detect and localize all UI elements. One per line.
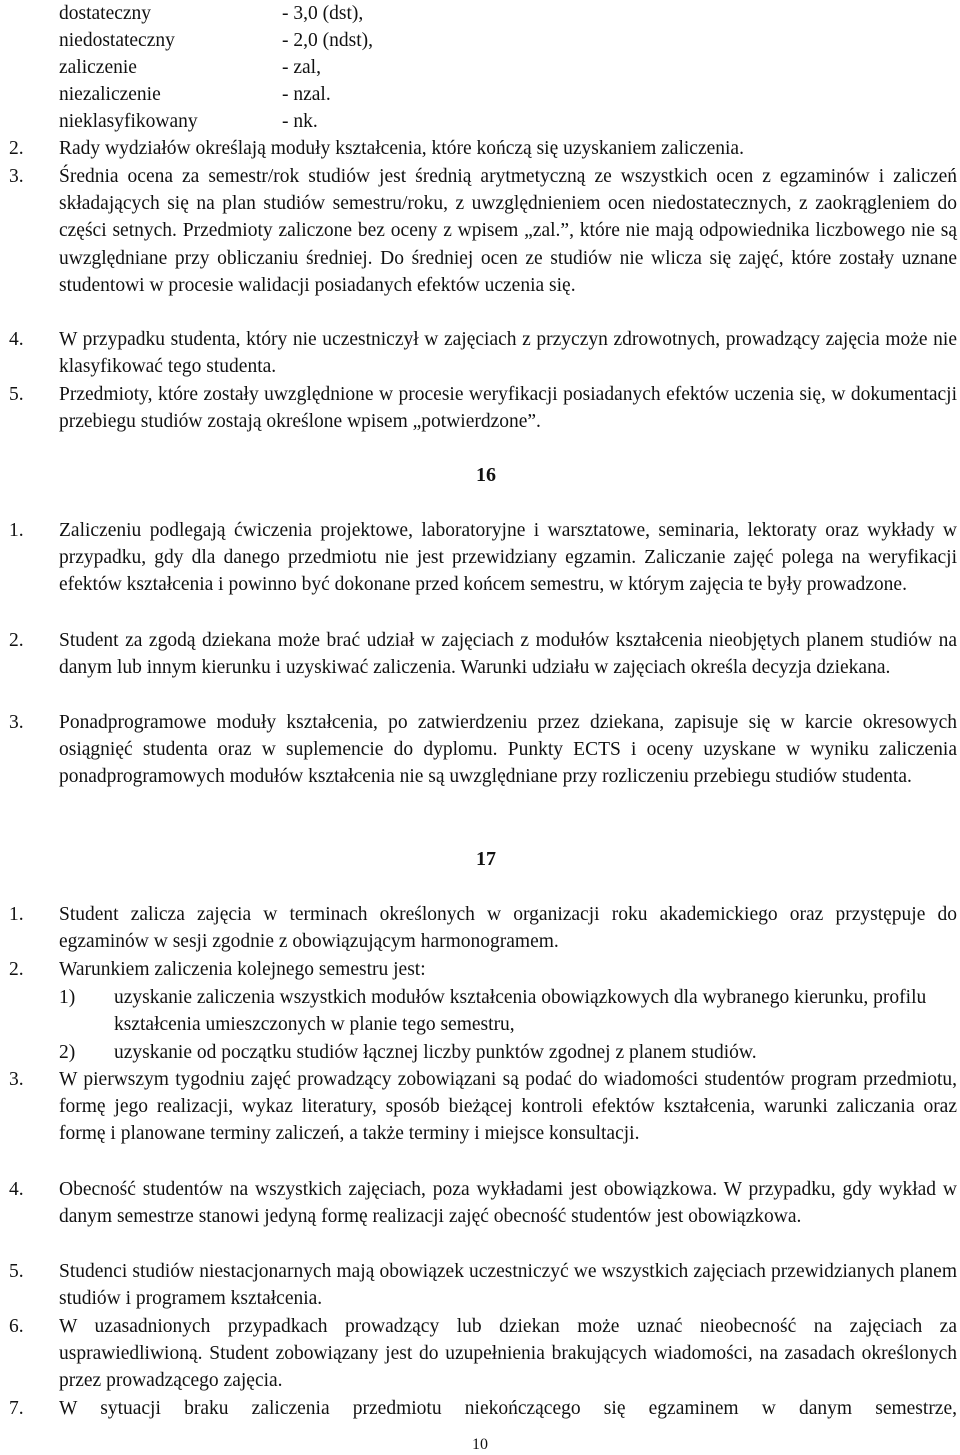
item-number: 5.	[9, 384, 24, 405]
grade-value: - 3,0 (dst),	[282, 3, 364, 24]
grade-label: niezaliczenie	[59, 84, 161, 105]
list-item	[9, 1313, 957, 1395]
list-item	[9, 1066, 957, 1148]
section-heading	[0, 848, 960, 871]
item-number: 1.	[9, 904, 24, 925]
item-text: W przypadku studenta, który nie uczestniczył w zajęciach z przyczyn zdrowotnych, prowadzący zajęcia może nie klasyfikować tego studenta.	[59, 329, 957, 378]
item-number: 7.	[9, 1398, 24, 1419]
item-text: Studenci studiów niestacjonarnych mają obowiązek uczestniczyć we wszystkich zajęciach przewidzianych planem studiów i programem kształcenia.	[59, 1261, 957, 1310]
item-text: Średnia ocena za semestr/rok studiów jest średnią arytmetyczną ze wszystkich ocen z egzaminów i zaliczeń składających się na plan studiów semestru/roku, z uwzględnieniem ocen niedostatecznych, z zaokrągleniem do części setnych. Przedmioty zaliczone bez oceny z wpisem „zal.”, które nie mają odpowiednika liczbowego nie są uwzględniane przy obliczaniu średniej. Do średniej ocen ze studiów nie wlicza się zajęć, które zostały uznane studentowi w procesie walidacji posiadanych efektów uczenia się.	[59, 166, 957, 296]
section-number: 17	[476, 848, 496, 870]
item-number: 4.	[9, 329, 24, 350]
list-item	[9, 1176, 957, 1230]
item-number: 3.	[9, 166, 24, 187]
grade-label: nieklasyfikowany	[59, 111, 198, 132]
grade-value: - 2,0 (ndst),	[282, 30, 373, 51]
list-item	[9, 326, 957, 380]
item-text: W sytuacji braku zaliczenia przedmiotu niekończącego się egzaminem w danym semestrze,	[59, 1398, 957, 1419]
grade-label: zaliczenie	[59, 57, 137, 78]
item-number: 2.	[9, 959, 24, 980]
item-text: Zaliczeniu podlegają ćwiczenia projektowe, laboratoryjne i warsztatowe, seminaria, lektoraty oraz wykłady w przypadku, gdy dla danego przedmiotu nie jest przewidziany egzamin. Zaliczanie zajęć polega na weryfikacji efektów kształcenia i powinno być dokonane przed końcem semestru, w którym zajęcia te były prowadzone.	[59, 520, 957, 596]
item-number: 1.	[9, 520, 24, 541]
list-item	[9, 627, 957, 681]
grade-label: niedostateczny	[59, 30, 175, 51]
item-text: Rady wydziałów określają moduły kształcenia, które kończą się uzyskaniem zaliczenia.	[59, 138, 744, 159]
list-item	[9, 163, 957, 299]
list-item	[9, 1395, 957, 1422]
item-text: Student za zgodą dziekana może brać udział w zajęciach z modułów kształcenia nieobjętych planem studiów na danym lub innym kierunku i uzyskiwać zaliczenia. Warunki udziału w zajęciach określa decyzja dziekana.	[59, 630, 957, 679]
item-number: 6.	[9, 1316, 24, 1337]
list-item	[9, 381, 957, 435]
item-text: Obecność studentów na wszystkich zajęciach, poza wykładami jest obowiązkowa. W przypadku, gdy wykład w danym semestrze stanowi jedyną formę realizacji zajęć obecność studentów jest obowiązkowa.	[59, 1179, 957, 1228]
grade-value: - nk.	[282, 111, 318, 132]
item-number: 4.	[9, 1179, 24, 1200]
item-number: 2.	[9, 138, 24, 159]
item-number: 3.	[9, 1069, 24, 1090]
item-number: 2.	[9, 630, 24, 651]
list-item	[9, 135, 957, 162]
item-text: Ponadprogramowe moduły kształcenia, po zatwierdzeniu przez dziekana, zapisuje się w karcie okresowych osiągnięć studenta oraz w suplemencie do dyplomu. Punkty ECTS i oceny uzyskane w wyniku zaliczenia ponadprogramowych modułów kształcenia nie są uwzględniane przy rozliczeniu przebiegu studiów studenta.	[59, 712, 957, 788]
page-number: 10	[472, 1436, 488, 1453]
sub-list-item	[59, 984, 957, 1038]
sub-list-item	[59, 1039, 957, 1066]
item-text: Przedmioty, które zostały uwzględnione w procesie weryfikacji posiadanych efektów uczenia się, w dokumentacji przebiegu studiów zostają określone wpisem „potwierdzone”.	[59, 384, 957, 433]
sub-item-text: uzyskanie od początku studiów łącznej liczby punktów zgodnej z planem studiów.	[114, 1042, 757, 1063]
item-text: W uzasadnionych przypadkach prowadzący lub dziekan może uznać nieobecność na zajęciach za usprawiedliwioną. Student zobowiązany jest do uzupełnienia brakujących wiadomości, na zasadach określonych przez prowadzącego zajęcia.	[59, 1316, 957, 1392]
grade-value: - nzal.	[282, 84, 331, 105]
item-number: 3.	[9, 712, 24, 733]
sub-item-number: 2)	[59, 1042, 76, 1063]
section-number: 16	[476, 464, 496, 486]
item-text: W pierwszym tygodniu zajęć prowadzący zobowiązani są podać do wiadomości studentów program przedmiotu, formę jego realizacji, wykaz literatury, sposób bieżącej kontroli efektów kształcenia, warunki zaliczania oraz formę i planowane terminy zaliczeń, a także terminy i miejsce konsultacji.	[59, 1069, 957, 1145]
grade-label: dostateczny	[59, 3, 152, 24]
sub-item-text: uzyskanie zaliczenia wszystkich modułów kształcenia obowiązkowych dla wybranego kierunku, profilu kształcenia umieszczonych w planie tego semestru,	[114, 987, 927, 1036]
item-number: 5.	[9, 1261, 24, 1282]
list-item	[9, 956, 957, 983]
section-heading	[0, 464, 960, 487]
list-item	[9, 709, 957, 791]
list-item	[9, 1258, 957, 1312]
list-item	[9, 517, 957, 599]
sub-item-number: 1)	[59, 987, 76, 1008]
grade-value: - zal,	[282, 57, 321, 78]
item-text: Warunkiem zaliczenia kolejnego semestru jest:	[59, 959, 426, 980]
list-item	[9, 901, 957, 955]
item-text: Student zalicza zajęcia w terminach określonych w organizacji roku akademickiego oraz przystępuje do egzaminów w sesji zgodnie z obowiązującym harmonogramem.	[59, 904, 957, 953]
